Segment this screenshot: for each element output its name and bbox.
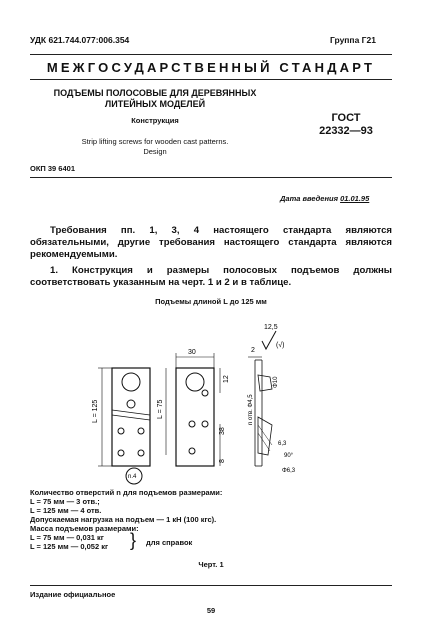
footer-rule (30, 585, 392, 586)
dim-holes: n отв. Φ4,5 (248, 394, 254, 425)
title-line2: ЛИТЕЙНЫХ МОДЕЛЕЙ (104, 99, 206, 109)
drawing-label: Черт. 1 (198, 560, 224, 569)
figure-caption: Подъемы длиной L до 125 мм (155, 297, 267, 306)
intro-date-label: Дата введения (280, 194, 338, 203)
dim-l75: L = 75 (157, 399, 164, 419)
intro-date-value: 01.01.95 (340, 194, 370, 203)
dim-phi63: Φ6,3 (282, 468, 296, 474)
top-rule (30, 54, 392, 55)
official-edition: Издание официальное (30, 590, 116, 599)
callout-label: n.4 (128, 474, 137, 480)
roughness-symbol (262, 331, 276, 349)
page-number: 59 (206, 606, 216, 615)
plate-front-view (166, 353, 220, 466)
dim-w30: 30 (188, 349, 196, 356)
dim-phi10: Φ10 (273, 376, 279, 388)
note-reference: для справок (146, 538, 193, 547)
dim-d12: 12 (223, 375, 230, 383)
dim-r63: 6,3 (278, 441, 287, 447)
group-code: Группа Г21 (330, 35, 376, 45)
title-en-line2: Design (143, 147, 167, 156)
title-en-line1: Strip lifting screws for wooden cast patterns. (81, 137, 229, 146)
note-mass-title: Масса подъемов размерами: (30, 524, 139, 533)
gost-number: 22332—93 (319, 125, 373, 137)
dim-d8: 8 (219, 459, 226, 463)
banner-rule (30, 79, 392, 80)
okp-rule (30, 177, 392, 178)
paragraph-1: Требования пп. 1, 3, 4 настоящего стандарта являются обязательными, другие требования настоящего стандарта являются рекомендуемыми. (30, 225, 392, 260)
udk-code: УДК 621.744.077:006.354 (30, 35, 130, 45)
paragraph-2: 1. Конструкция и размеры полосовых подъемов должны соответствовать указанным на черт. 1 и 2 и в таблице. (30, 265, 392, 288)
plate-left-view (98, 368, 150, 466)
title-subtitle: Конструкция (131, 116, 179, 125)
dim-l125: L = 125 (92, 399, 99, 423)
roughness-paren: (√) (276, 342, 285, 349)
dim-d38: 38 (219, 427, 226, 435)
note-holes-count: Количество отверстий n для подъемов размерами: (30, 488, 223, 497)
okp-code: ОКП 39 6401 (30, 164, 75, 173)
note-l75-holes: L = 75 мм — 3 отв.; (30, 497, 100, 506)
intro-date (280, 194, 369, 203)
title-line1: ПОДЪЕМЫ ПОЛОСОВЫЕ ДЛЯ ДЕРЕВЯННЫХ (53, 88, 257, 98)
mass-brace: } (130, 530, 137, 550)
note-load: Допускаемая нагрузка на подъем — 1 кН (100 кгс). (30, 515, 217, 524)
roughness-value: 12,5 (264, 324, 278, 331)
dim-d2: 2 (251, 347, 255, 354)
drawing-1 (0, 305, 422, 485)
note-mass-l75: L = 75 мм — 0,031 кг (30, 533, 104, 542)
standard-banner: МЕЖГОСУДАРСТВЕННЫЙ СТАНДАРТ (46, 60, 376, 75)
note-mass-l125: L = 125 мм — 0,052 кг (30, 542, 109, 551)
dim-angle: 90° (284, 453, 294, 459)
gost-label: ГОСТ (331, 112, 361, 124)
note-l125-holes: L = 125 мм — 4 отв. (30, 506, 102, 515)
